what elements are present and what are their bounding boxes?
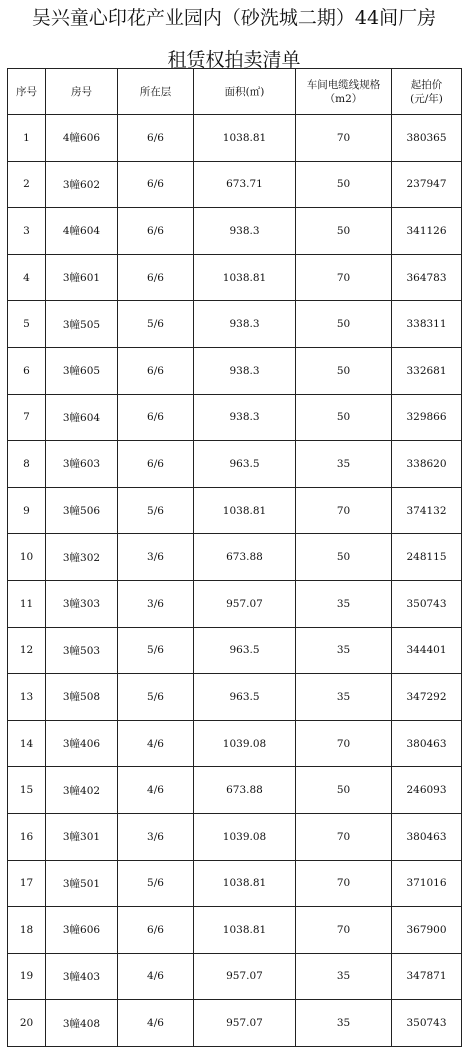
cell-room: 3幢303 [46, 580, 118, 627]
cell-room: 3幢505 [46, 301, 118, 348]
cell-area: 1038.81 [194, 907, 296, 954]
cell-cable-spec: 35 [296, 580, 392, 627]
auction-list-table [7, 68, 462, 1047]
cell-floor: 5/6 [118, 627, 194, 674]
cell-room: 3幢403 [46, 953, 118, 1000]
table-row [8, 860, 462, 907]
cell-room: 3幢508 [46, 674, 118, 721]
cell-area: 1038.81 [194, 115, 296, 162]
cell-cable-spec: 50 [296, 161, 392, 208]
cell-index: 3 [8, 208, 46, 255]
cell-floor: 6/6 [118, 907, 194, 954]
cell-area: 1038.81 [194, 487, 296, 534]
cell-index: 14 [8, 720, 46, 767]
cell-starting-price: 371016 [392, 860, 462, 907]
cell-cable-spec: 70 [296, 487, 392, 534]
cell-starting-price: 248115 [392, 534, 462, 581]
cell-index: 1 [8, 115, 46, 162]
cell-room: 3幢604 [46, 394, 118, 441]
cell-index: 8 [8, 441, 46, 488]
cell-index: 13 [8, 674, 46, 721]
table-row [8, 394, 462, 441]
cell-room: 3幢601 [46, 254, 118, 301]
header-price-line2: (元/年) [410, 92, 443, 105]
cell-starting-price: 246093 [392, 767, 462, 814]
cell-starting-price: 338620 [392, 441, 462, 488]
table-row [8, 161, 462, 208]
cell-room: 3幢606 [46, 907, 118, 954]
cell-index: 2 [8, 161, 46, 208]
cell-area: 1038.81 [194, 860, 296, 907]
cell-floor: 6/6 [118, 394, 194, 441]
cell-cable-spec: 70 [296, 115, 392, 162]
document-title-line1: 吴兴童心印花产业园内（砂洗城二期）44间厂房 [31, 7, 437, 29]
cell-cable-spec: 50 [296, 534, 392, 581]
cell-cable-spec: 35 [296, 627, 392, 674]
cell-room: 3幢408 [46, 1000, 118, 1047]
table-row [8, 674, 462, 721]
cell-floor: 6/6 [118, 441, 194, 488]
cell-area: 1039.08 [194, 813, 296, 860]
header-cable-spec [296, 69, 392, 115]
header-index: 序号 [8, 69, 46, 115]
table-row [8, 1000, 462, 1047]
cell-floor: 6/6 [118, 347, 194, 394]
cell-area: 957.07 [194, 580, 296, 627]
cell-cable-spec: 35 [296, 441, 392, 488]
cell-area: 957.07 [194, 1000, 296, 1047]
table-row [8, 767, 462, 814]
cell-index: 12 [8, 627, 46, 674]
header-area: 面积(㎡) [194, 69, 296, 115]
cell-room: 4幢604 [46, 208, 118, 255]
cell-floor: 6/6 [118, 254, 194, 301]
document-title-line2: 租赁权拍卖清单 [167, 49, 301, 71]
cell-floor: 4/6 [118, 953, 194, 1000]
cell-starting-price: 332681 [392, 347, 462, 394]
cell-area: 938.3 [194, 208, 296, 255]
cell-area: 938.3 [194, 301, 296, 348]
cell-cable-spec: 70 [296, 907, 392, 954]
cell-room: 3幢402 [46, 767, 118, 814]
table-row [8, 115, 462, 162]
cell-starting-price: 338311 [392, 301, 462, 348]
cell-cable-spec: 50 [296, 767, 392, 814]
cell-floor: 6/6 [118, 208, 194, 255]
cell-floor: 3/6 [118, 534, 194, 581]
cell-room: 3幢602 [46, 161, 118, 208]
table-row [8, 627, 462, 674]
cell-index: 15 [8, 767, 46, 814]
cell-starting-price: 350743 [392, 580, 462, 627]
cell-floor: 6/6 [118, 161, 194, 208]
cell-area: 673.88 [194, 767, 296, 814]
cell-starting-price: 237947 [392, 161, 462, 208]
table-row [8, 534, 462, 581]
cell-starting-price: 380365 [392, 115, 462, 162]
cell-cable-spec: 70 [296, 720, 392, 767]
cell-floor: 4/6 [118, 767, 194, 814]
cell-room: 3幢506 [46, 487, 118, 534]
header-floor: 所在层 [118, 69, 194, 115]
table-row [8, 813, 462, 860]
cell-starting-price: 329866 [392, 394, 462, 441]
cell-floor: 5/6 [118, 487, 194, 534]
table-row [8, 347, 462, 394]
header-cable-line2: （m2） [324, 92, 363, 105]
cell-starting-price: 341126 [392, 208, 462, 255]
cell-index: 5 [8, 301, 46, 348]
cell-index: 19 [8, 953, 46, 1000]
cell-room: 3幢501 [46, 860, 118, 907]
cell-cable-spec: 35 [296, 953, 392, 1000]
cell-index: 4 [8, 254, 46, 301]
cell-starting-price: 380463 [392, 813, 462, 860]
cell-area: 1039.08 [194, 720, 296, 767]
cell-area: 673.88 [194, 534, 296, 581]
cell-area: 938.3 [194, 347, 296, 394]
cell-index: 10 [8, 534, 46, 581]
cell-floor: 3/6 [118, 813, 194, 860]
cell-room: 3幢503 [46, 627, 118, 674]
cell-cable-spec: 70 [296, 860, 392, 907]
table-row [8, 580, 462, 627]
table-row [8, 487, 462, 534]
cell-index: 16 [8, 813, 46, 860]
header-starting-price [392, 69, 462, 115]
cell-floor: 4/6 [118, 720, 194, 767]
cell-room: 3幢302 [46, 534, 118, 581]
cell-index: 7 [8, 394, 46, 441]
table-row [8, 720, 462, 767]
cell-floor: 3/6 [118, 580, 194, 627]
cell-cable-spec: 50 [296, 394, 392, 441]
cell-room: 4幢606 [46, 115, 118, 162]
header-room: 房号 [46, 69, 118, 115]
cell-cable-spec: 50 [296, 347, 392, 394]
cell-room: 3幢406 [46, 720, 118, 767]
cell-floor: 5/6 [118, 674, 194, 721]
cell-starting-price: 344401 [392, 627, 462, 674]
cell-floor: 5/6 [118, 301, 194, 348]
table-header-row [8, 69, 462, 115]
cell-area: 963.5 [194, 441, 296, 488]
cell-starting-price: 364783 [392, 254, 462, 301]
cell-starting-price: 347871 [392, 953, 462, 1000]
cell-starting-price: 347292 [392, 674, 462, 721]
cell-starting-price: 367900 [392, 907, 462, 954]
cell-index: 6 [8, 347, 46, 394]
cell-index: 17 [8, 860, 46, 907]
cell-room: 3幢603 [46, 441, 118, 488]
cell-cable-spec: 70 [296, 813, 392, 860]
cell-area: 938.3 [194, 394, 296, 441]
cell-index: 9 [8, 487, 46, 534]
cell-floor: 6/6 [118, 115, 194, 162]
cell-index: 11 [8, 580, 46, 627]
cell-starting-price: 380463 [392, 720, 462, 767]
cell-area: 673.71 [194, 161, 296, 208]
cell-area: 963.5 [194, 674, 296, 721]
table-row [8, 208, 462, 255]
cell-floor: 5/6 [118, 860, 194, 907]
cell-cable-spec: 35 [296, 674, 392, 721]
cell-cable-spec: 50 [296, 208, 392, 255]
cell-starting-price: 374132 [392, 487, 462, 534]
cell-index: 18 [8, 907, 46, 954]
table-row [8, 301, 462, 348]
cell-floor: 4/6 [118, 1000, 194, 1047]
table-row [8, 441, 462, 488]
cell-starting-price: 350743 [392, 1000, 462, 1047]
header-cable-line1: 车间电缆线规格 [306, 78, 381, 91]
cell-area: 957.07 [194, 953, 296, 1000]
cell-index: 20 [8, 1000, 46, 1047]
table-row [8, 953, 462, 1000]
cell-cable-spec: 70 [296, 254, 392, 301]
cell-cable-spec: 50 [296, 301, 392, 348]
header-price-line1: 起拍价 [410, 78, 443, 91]
cell-area: 1038.81 [194, 254, 296, 301]
table-row [8, 254, 462, 301]
table-row [8, 907, 462, 954]
cell-area: 963.5 [194, 627, 296, 674]
cell-cable-spec: 35 [296, 1000, 392, 1047]
cell-room: 3幢301 [46, 813, 118, 860]
cell-room: 3幢605 [46, 347, 118, 394]
